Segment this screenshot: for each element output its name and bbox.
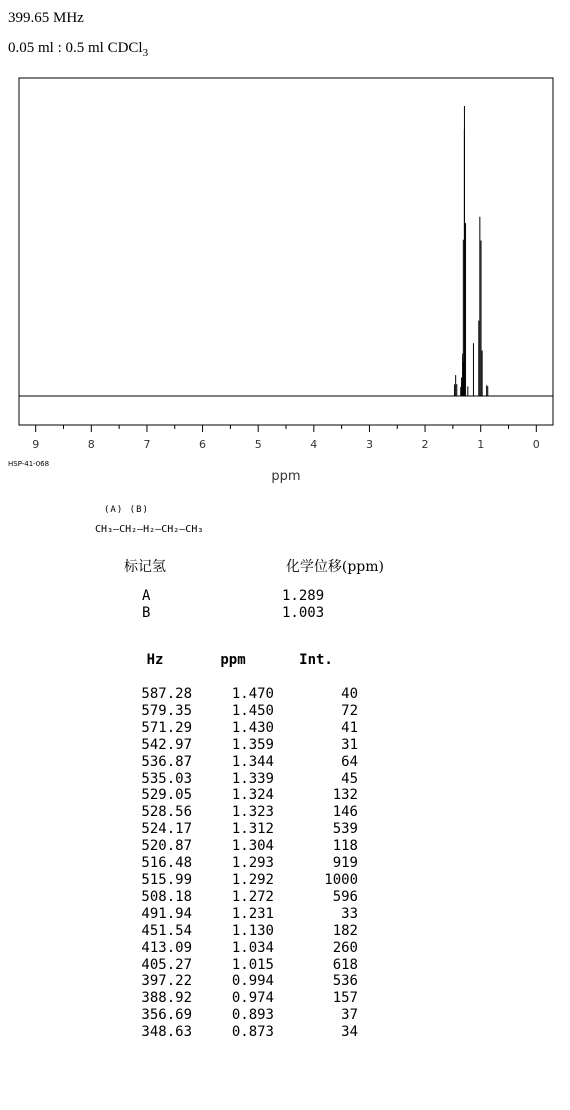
peak-hz: 535.03 [141,770,192,787]
assignment-shift: 1.003 [282,605,325,621]
structure-formula: CH₃—CH₂—H₂—CH₂—CH₃ [95,524,204,535]
peak-ppm: 1.034 [231,939,274,956]
assignment-shift: 1.289 [282,588,325,604]
nmr-spectrum-chart [0,70,570,490]
peak-ppm: 1.292 [231,871,274,888]
x-tick-label: 5 [254,438,262,451]
peak-hz: 524.17 [141,821,192,838]
peak-hz: 413.09 [141,939,192,956]
solvent-text: 0.05 ml : 0.5 ml CDCl [8,40,143,56]
assignment-header [124,556,384,576]
peak-int: 31 [341,736,358,753]
assignment-label: B [142,605,151,621]
peak-col-ppm: ppm [220,652,246,668]
peak-row [118,957,358,974]
peak-ppm: 0.974 [231,990,274,1007]
peak-table-header [118,652,358,686]
peak-int: 45 [341,770,358,787]
assignment-label: A [142,588,151,604]
peak-hz: 388.92 [141,990,192,1007]
peak-row [118,940,358,957]
peak-int: 536 [332,973,358,990]
x-tick-label: 2 [421,438,429,451]
x-tick-label: 4 [310,438,318,451]
structure-labels: (A) (B) [104,505,149,515]
peak-ppm: 0.873 [231,1024,274,1041]
peak-col-int: Int. [299,652,333,668]
peak-col-hz: Hz [146,652,164,668]
peak-ppm: 1.450 [231,702,274,719]
peak-ppm: 1.324 [231,787,274,804]
peak-ppm: 1.312 [231,821,274,838]
peak-hz: 587.28 [141,686,192,702]
x-axis-ticks [36,425,537,432]
peak-hz: 515.99 [141,871,192,888]
peak-int: 539 [332,821,358,838]
peak-int: 34 [341,1024,358,1041]
peak-hz: 520.87 [141,838,192,855]
peak-row [118,990,358,1007]
x-tick-label: 1 [477,438,485,451]
peak-row [118,889,358,906]
peak-int: 40 [341,686,358,702]
peak-row [118,923,358,940]
peak-row [118,838,358,855]
spectrometer-frequency: 399.65 MHz [8,10,84,26]
peak-hz: 397.22 [141,973,192,990]
peak-hz: 542.97 [141,736,192,753]
solvent-subscript: 3 [142,47,149,59]
peak-int: 132 [332,787,358,804]
x-tick-label: 3 [365,438,373,451]
assignment-col-label: 标记氢 [124,559,166,575]
peak-ppm: 1.231 [231,905,274,922]
peak-row [118,906,358,923]
x-axis-tick-labels [32,438,540,451]
peak-table [118,652,358,1041]
peak-ppm: 1.304 [231,838,274,855]
peak-int: 919 [332,855,358,872]
peak-row [118,720,358,737]
peak-int: 41 [341,719,358,736]
peak-row [118,754,358,771]
peak-row [118,1024,358,1041]
peak-int: 260 [332,939,358,956]
peak-list [118,652,358,1041]
peak-row [118,703,358,720]
peak-ppm: 1.339 [231,770,274,787]
peak-hz: 571.29 [141,719,192,736]
peak-hz: 451.54 [141,922,192,939]
peak-row [118,1007,358,1024]
peak-int: 1000 [324,871,358,888]
peak-row [118,804,358,821]
peak-hz: 348.63 [141,1024,192,1041]
peak-hz: 529.05 [141,787,192,804]
peak-row [118,787,358,804]
peak-int: 118 [332,838,358,855]
peak-ppm: 1.130 [231,922,274,939]
assignment-row [124,605,384,622]
assignment-table [124,556,384,622]
peak-ppm: 1.293 [231,855,274,872]
peak-int: 596 [332,888,358,905]
peak-ppm: 1.430 [231,719,274,736]
peak-ppm: 1.344 [231,753,274,770]
plot-frame [19,78,553,425]
peak-int: 182 [332,922,358,939]
peak-group [455,106,488,396]
peak-int: 33 [341,905,358,922]
x-tick-label: 7 [143,438,151,451]
x-tick-label: 0 [532,438,540,451]
peak-hz: 356.69 [141,1007,192,1024]
peak-row [118,686,358,703]
peak-int: 157 [332,990,358,1007]
spectrum-code: HSP-41-068 [8,460,50,468]
x-tick-label: 6 [199,438,207,451]
peak-row [118,855,358,872]
peak-int: 72 [341,702,358,719]
peak-ppm: 1.015 [231,956,274,973]
peak-hz: 536.87 [141,753,192,770]
peak-row [118,771,358,788]
peak-hz: 508.18 [141,888,192,905]
solvent-ratio [8,40,148,57]
peak-row [118,737,358,754]
peak-row [118,973,358,990]
peak-hz: 405.27 [141,956,192,973]
x-tick-label: 8 [87,438,95,451]
peak-row [118,821,358,838]
peak-hz: 491.94 [141,905,192,922]
assignment-row [124,588,384,605]
peak-row [118,872,358,889]
peak-int: 146 [332,804,358,821]
peak-int: 64 [341,753,358,770]
peak-hz: 528.56 [141,804,192,821]
peak-ppm: 1.470 [231,686,274,702]
peak-ppm: 1.359 [231,736,274,753]
peak-int: 37 [341,1007,358,1024]
peak-table-body [118,686,358,1041]
peak-ppm: 0.994 [231,973,274,990]
peak-hz: 579.35 [141,702,192,719]
assignment-col-shift: 化学位移(ppm) [285,559,384,575]
peak-ppm: 1.323 [231,804,274,821]
peak-int: 618 [332,956,358,973]
peak-hz: 516.48 [141,855,192,872]
peak-ppm: 1.272 [231,888,274,905]
x-axis-label: ppm [271,469,301,484]
peak-ppm: 0.893 [231,1007,274,1024]
x-tick-label: 9 [32,438,40,451]
